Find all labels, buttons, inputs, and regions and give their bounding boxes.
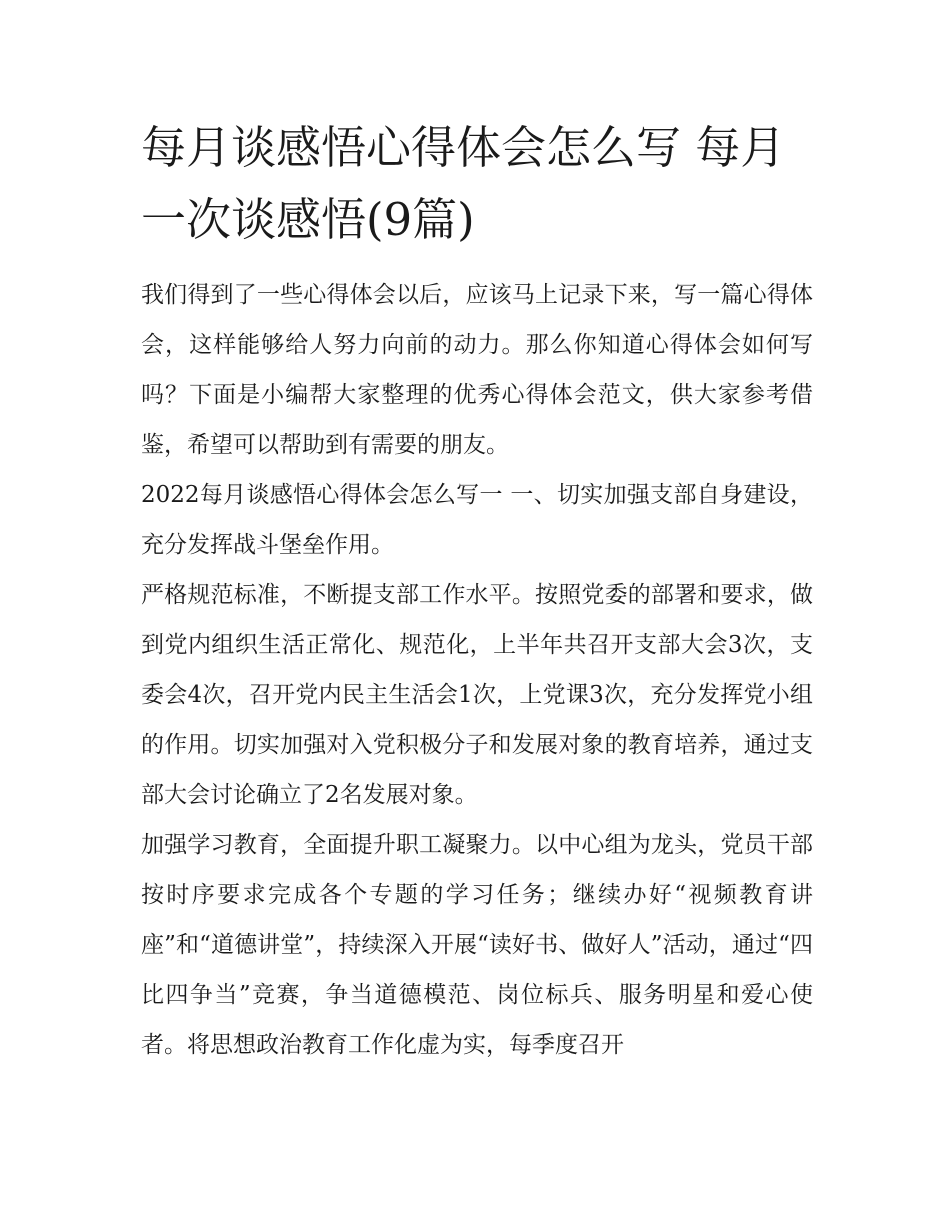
document-body [141,112,813,1070]
document-title: 每月谈感悟心得体会怎么写 每月一次谈感悟(9篇) [141,121,786,246]
paragraph-intro: 我们得到了一些心得体会以后，应该马上记录下来，写一篇心得体会，这样能够给人努力向前的动力。那么你知道心得体会如何写吗？下面是小编帮大家整理的优秀心得体会范文，供大家参考借鉴，希望可以帮助到有需要的朋友。 [141,282,813,458]
paragraph-branch-standards: 严格规范标准，不断提支部工作水平。按照党委的部署和要求，做到党内组织生活正常化、规范化，上半年共召开支部大会3次，支委会4次，召开党内民主生活会1次，上党课3次，充分发挥党小组的作用。切实加强对入党积极分子和发展对象的教育培养，通过支部大会讨论确立了2名发展对象。 [141,582,813,808]
paragraph-study-education: 加强学习教育，全面提升职工凝聚力。以中心组为龙头，党员干部按时序要求完成各个专题的学习任务；继续办好“视频教育讲座”和“道德讲堂”，持续深入开展“读好书、做好人”活动，通过“四比四争当”竞赛，争当道德模范、岗位标兵、服务明星和爱心使者。将思想政治教育工作化虚为实，每季度召开 [141,832,813,1058]
paragraph-section-heading: 2022每月谈感悟心得体会怎么写一 一、切实加强支部自身建设，充分发挥战斗堡垒作用。 [141,482,813,558]
